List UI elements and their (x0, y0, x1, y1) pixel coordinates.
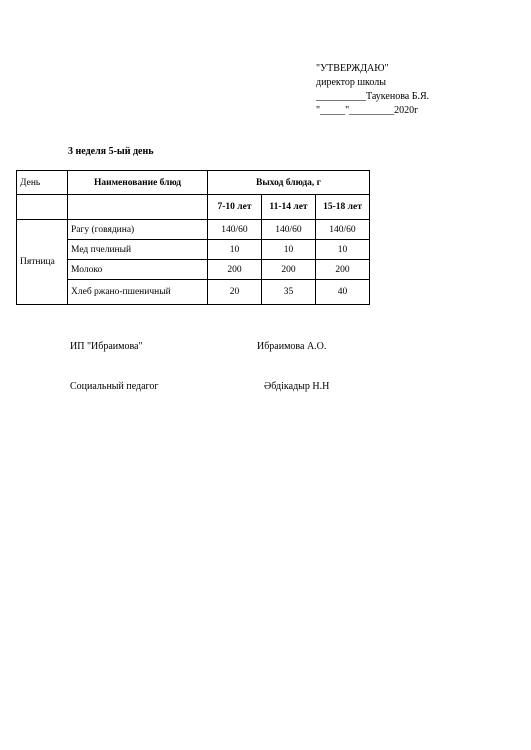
yield-value: 10 (316, 240, 370, 260)
approval-position: директор школы (316, 77, 386, 88)
social-teacher-label: Социальный педагог (70, 381, 159, 392)
age-group-header: 15-18 лет (316, 195, 370, 220)
yield-value: 200 (262, 260, 316, 280)
yield-value: 140/60 (208, 220, 262, 240)
table-row (17, 240, 370, 260)
yield-value: 200 (208, 260, 262, 280)
yield-value: 140/60 (262, 220, 316, 240)
yield-value: 200 (316, 260, 370, 280)
table-row (17, 280, 370, 305)
yield-value: 35 (262, 280, 316, 305)
ip-name: Ибраимова А.О. (257, 341, 327, 352)
header-yield: Выход блюда, г (208, 171, 370, 195)
approval-date-line: "_____"_________2020г (316, 105, 419, 116)
yield-value: 20 (208, 280, 262, 305)
empty-cell (17, 195, 68, 220)
age-group-header: 11-14 лет (262, 195, 316, 220)
dish-name: Мед пчелиный (68, 240, 208, 260)
menu-table (16, 170, 370, 305)
dish-name: Рагу (говядина) (68, 220, 208, 240)
table-header-row (17, 171, 370, 195)
yield-value: 40 (316, 280, 370, 305)
social-teacher-name: Әбдікадыр Н.Н (264, 381, 330, 392)
approval-heading: "УТВЕРЖДАЮ" (316, 63, 389, 74)
empty-cell (68, 195, 208, 220)
header-day: День (17, 171, 68, 195)
day-cell: Пятница (17, 220, 68, 305)
yield-value: 10 (208, 240, 262, 260)
yield-value: 140/60 (316, 220, 370, 240)
age-group-header: 7-10 лет (208, 195, 262, 220)
week-title: 3 неделя 5-ый день (68, 146, 154, 157)
approval-block (316, 62, 429, 118)
table-subheader-row (17, 195, 370, 220)
header-dish: Наименование блюд (68, 171, 208, 195)
yield-value: 10 (262, 240, 316, 260)
ip-label: ИП "Ибраимова" (70, 341, 143, 352)
dish-name: Молоко (68, 260, 208, 280)
dish-name: Хлеб ржано-пшеничный (68, 280, 208, 305)
table-row (17, 260, 370, 280)
table-row (17, 220, 370, 240)
approval-signature-line: __________Таукенова Б.Я. (316, 91, 430, 102)
